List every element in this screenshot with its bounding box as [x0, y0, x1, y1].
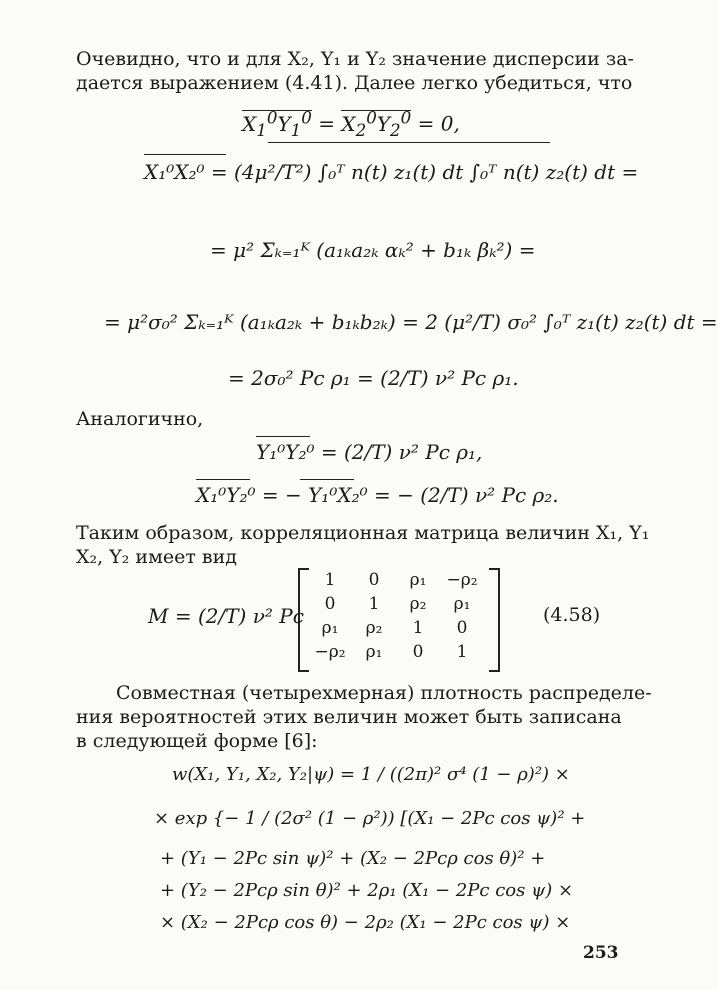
overline-y1x2 — [300, 479, 354, 480]
matrix-cell: ρ₁ — [453, 594, 471, 614]
matrix-cell: ρ₁ — [321, 618, 339, 638]
overline-y1y2 — [256, 436, 310, 437]
matrix-right-bracket — [489, 568, 500, 672]
matrix-cell: 0 — [412, 642, 424, 662]
matrix-cell: 0 — [324, 594, 336, 614]
matrix-cell: ρ₂ — [365, 618, 383, 638]
equation-e1: $X_1^0Y_1^0 = X_2^0Y_2^0 = 0$, — [242, 108, 460, 140]
density-formula-line-5: × (X₂ − 2Pcρ cos θ) − 2ρ₂ (X₁ − 2Pc cos ψ) × — [160, 912, 571, 933]
matrix-intro-line-1: Таким образом, корреляционная матрица величин X₁, Y₁ — [76, 522, 650, 544]
intro-line-2: дается выражением (4.41). Далее легко убедиться, что — [76, 72, 633, 94]
equation-e5: = 2σ₀² Pc ρ₁ = (2/T) ν² Pc ρ₁. — [228, 366, 519, 390]
equation-e3: = μ² Σₖ₌₁ᴷ (a₁ₖa₂ₖ αₖ² + b₁ₖ βₖ²) = — [210, 238, 536, 262]
matrix-cell: 1 — [324, 570, 336, 590]
overline-integrals — [268, 142, 550, 143]
equation-e6: Y₁⁰Y₂⁰ = (2/T) ν² Pc ρ₁, — [256, 440, 483, 464]
analogously-text: Аналогично, — [76, 408, 204, 430]
equation-e2: X₁⁰X₂⁰ = (4μ²/T²) ∫₀ᵀ n(t) z₁(t) dt ∫₀ᵀ n(t) z₂(t) dt = — [144, 160, 639, 184]
matrix-cell: −ρ₂ — [446, 570, 478, 590]
matrix-cell: 1 — [368, 594, 380, 614]
density-line-3: в следующей форме [6]: — [76, 730, 318, 752]
density-formula-line-4: + (Y₂ − 2Pcρ sin θ)² + 2ρ₁ (X₁ − 2Pc cos ψ) × — [160, 880, 574, 901]
equation-number: (4.58) — [543, 604, 601, 626]
overline-x1x2 — [144, 154, 226, 155]
density-formula-line-1: w(X₁, Y₁, X₂, Y₂|ψ) = 1 / ((2π)² σ⁴ (1 − ρ)²) × — [172, 764, 570, 785]
density-formula-line-2: × exp {− 1 / (2σ² (1 − ρ²)) [(X₁ − 2Pc cos ψ)² + — [154, 808, 586, 829]
matrix-cell: −ρ₂ — [314, 642, 346, 662]
matrix-lhs: M = (2/T) ν² Pc — [148, 604, 304, 628]
density-line-1: Совместная (четырехмерная) плотность распределе- — [116, 682, 652, 704]
matrix-cell: 0 — [368, 570, 380, 590]
intro-line-1: Очевидно, что и для X₂, Y₁ и Y₂ значение дисперсии за- — [76, 48, 634, 70]
correlation-matrix — [298, 568, 500, 668]
matrix-cell: ρ₁ — [409, 570, 427, 590]
matrix-cell: 0 — [456, 618, 468, 638]
density-line-2: ния вероятностей этих величин может быть записана — [76, 706, 622, 728]
overline-x1y2 — [196, 479, 250, 480]
matrix-cell: ρ₁ — [365, 642, 383, 662]
equation-e7: X₁⁰Y₂⁰ = − Y₁⁰X₂⁰ = − (2/T) ν² Pc ρ₂. — [196, 483, 559, 507]
density-formula-line-3: + (Y₁ − 2Pc sin ψ)² + (X₂ − 2Pcρ cos θ)² + — [160, 848, 546, 869]
matrix-cell: 1 — [456, 642, 468, 662]
equation-e4: = μ²σ₀² Σₖ₌₁ᴷ (a₁ₖa₂ₖ + b₁ₖb₂ₖ) = 2 (μ²/T) σ₀² ∫₀ᵀ z₁(t) z₂(t) dt = — [104, 310, 718, 334]
page-number: 253 — [583, 943, 619, 963]
matrix-cell: ρ₂ — [409, 594, 427, 614]
matrix-intro-line-2: X₂, Y₂ имеет вид — [76, 546, 237, 568]
matrix-cell: 1 — [412, 618, 424, 638]
